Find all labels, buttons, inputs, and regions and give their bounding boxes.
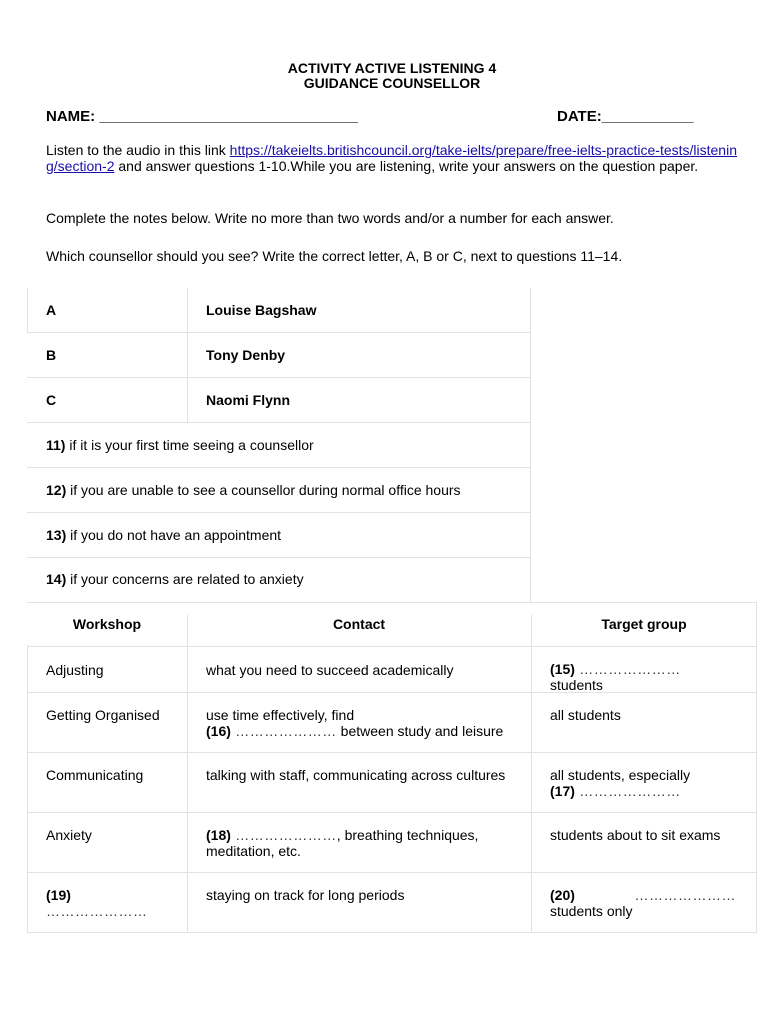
question-number: (16)	[206, 723, 231, 739]
workshop-target	[550, 767, 740, 799]
counsellor-letter: A	[46, 302, 57, 318]
workshop-target	[550, 887, 736, 919]
workshop-name: Communicating	[46, 767, 144, 783]
workshop-contact	[206, 707, 516, 739]
table-border	[187, 615, 188, 933]
target-text: students	[550, 677, 603, 693]
counsellor-name: Tony Denby	[206, 347, 286, 363]
workshop-name	[46, 887, 176, 919]
table-border	[27, 812, 757, 813]
contact-text: between study and leisure	[336, 723, 504, 739]
question-number: 12)	[46, 482, 67, 498]
table-border	[27, 557, 531, 558]
contact-text: use time effectively, find	[206, 707, 355, 723]
table-border	[27, 377, 531, 378]
page-title: ACTIVITY ACTIVE LISTENING 4	[287, 60, 497, 76]
question-number: (18)	[206, 827, 231, 843]
instruction-text: Listen to the audio in this link	[46, 142, 230, 158]
table-border	[27, 332, 531, 333]
workshop-name: Adjusting	[46, 662, 104, 678]
answer-blank[interactable]: …………………	[46, 903, 148, 919]
workshop-name: Getting Organised	[46, 707, 160, 723]
table-border	[531, 615, 532, 933]
target-text: students only	[550, 903, 633, 919]
question-number: (19)	[46, 887, 71, 903]
counsellor-letter: B	[46, 347, 57, 363]
contact-text: , breathing techniques, meditation, etc.	[206, 827, 479, 859]
table-border	[27, 646, 757, 647]
table-border	[27, 645, 28, 933]
table-border	[27, 288, 28, 333]
question-number: 14)	[46, 571, 67, 587]
question-text: if you are unable to see a counsellor during normal office hours	[66, 482, 461, 498]
workshop-target: students about to sit exams	[550, 827, 721, 843]
workshop-target: all students	[550, 707, 621, 723]
table-border	[27, 872, 757, 873]
column-header-contact: Contact	[332, 616, 386, 632]
table-border	[27, 932, 757, 933]
question-text: if your concerns are related to anxiety	[66, 571, 304, 587]
workshop-contact	[206, 827, 506, 859]
question-number: 11)	[46, 437, 66, 453]
question-12	[46, 482, 461, 498]
instruction-listen	[46, 142, 737, 174]
answer-blank[interactable]: …………………	[230, 723, 337, 739]
answer-blank[interactable]: …………………	[574, 887, 736, 903]
question-11	[46, 437, 314, 453]
date-field[interactable]: DATE:___________	[557, 108, 694, 125]
question-14	[46, 571, 304, 587]
target-text: all students, especially	[550, 767, 691, 783]
counsellor-letter: C	[46, 392, 57, 408]
workshop-target	[550, 661, 736, 693]
question-number: (15)	[550, 661, 575, 677]
page-subtitle: GUIDANCE COUNSELLOR	[303, 75, 481, 91]
instruction-complete-notes: Complete the notes below. Write no more than two words and/or a number for each answer.	[46, 210, 614, 226]
table-border	[27, 467, 531, 468]
counsellor-name: Naomi Flynn	[206, 392, 291, 408]
instruction-which-counsellor: Which counsellor should you see? Write the correct letter, A, B or C, next to questions 11–14.	[46, 248, 623, 264]
question-text: if you do not have an appointment	[66, 527, 282, 543]
workshop-name: Anxiety	[46, 827, 92, 843]
table-border	[756, 602, 757, 933]
workshop-contact: what you need to succeed academically	[206, 662, 454, 678]
table-border	[530, 288, 531, 602]
table-border	[187, 288, 188, 423]
question-13	[46, 527, 281, 543]
name-field[interactable]: NAME: _______________________________	[46, 108, 358, 125]
table-border	[27, 602, 757, 603]
answer-blank[interactable]: …………………	[574, 783, 681, 799]
question-number: (20)	[550, 887, 575, 903]
question-number: (17)	[550, 783, 575, 799]
column-header-target-group: Target group	[601, 616, 687, 632]
column-header-workshop: Workshop	[72, 616, 142, 632]
instruction-text: and answer questions 1-10.While you are listening, write your answers on the question paper.	[114, 158, 699, 174]
table-border	[27, 512, 531, 513]
workshop-contact: staying on track for long periods	[206, 887, 405, 903]
workshop-contact: talking with staff, communicating across cultures	[206, 767, 506, 783]
answer-blank[interactable]: …………………	[230, 827, 337, 843]
audio-link[interactable]: https://takeielts.britishcouncil.org/take-ielts/prepare/free-ielts-practice-tests/listening/section-2	[46, 142, 737, 174]
answer-blank[interactable]: …………………	[574, 661, 681, 677]
table-border	[27, 422, 531, 423]
table-border	[27, 752, 757, 753]
question-text: if it is your first time seeing a counsellor	[65, 437, 314, 453]
counsellor-name: Louise Bagshaw	[206, 302, 317, 318]
question-number: 13)	[46, 527, 67, 543]
